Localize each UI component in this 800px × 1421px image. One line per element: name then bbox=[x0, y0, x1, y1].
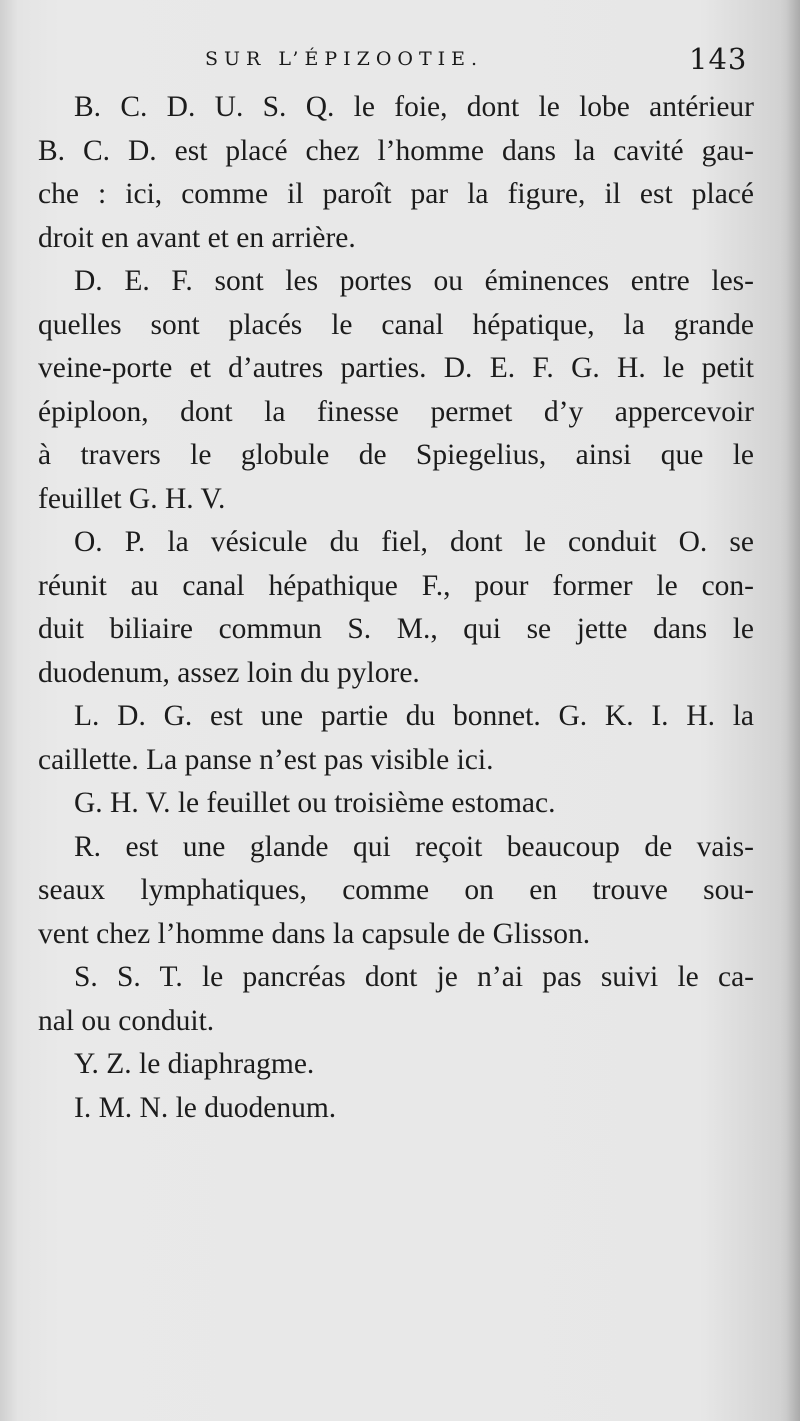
text-line: R. est une glande qui reçoit beaucoup de vais- bbox=[74, 830, 754, 863]
text-line: duit biliaire commun S. M., qui se jette dans le bbox=[38, 613, 754, 645]
paragraph bbox=[38, 521, 754, 695]
text-line: droit en avant et en arrière. bbox=[38, 221, 356, 254]
text-line: réunit au canal hépathique F., pour former le con- bbox=[38, 569, 754, 602]
text-line: nal ou conduit. bbox=[38, 1004, 215, 1037]
text-line: épiploon, dont la finesse permet d’y appercevoir bbox=[38, 395, 754, 428]
text-line: seaux lymphatiques, comme on en trouve sou- bbox=[38, 874, 754, 906]
text-line: L. D. G. est une partie du bonnet. G. K. I. H. la bbox=[74, 700, 754, 732]
text-line: B. C. D. est placé chez l’homme dans la cavité gau- bbox=[38, 134, 754, 167]
text-line: G. H. V. le feuillet ou troisième estomac. bbox=[74, 787, 556, 819]
paragraph bbox=[38, 86, 754, 260]
text-line: feuillet G. H. V. bbox=[38, 482, 226, 515]
text-line: che : ici, comme il paroît par la figure, il est placé bbox=[38, 178, 754, 210]
text-line: I. M. N. le duodenum. bbox=[74, 1091, 337, 1124]
running-title: SUR L’ÉPIZOOTIE. bbox=[205, 48, 484, 70]
paragraph bbox=[38, 1087, 754, 1131]
paragraph bbox=[38, 956, 754, 1043]
text-line: quelles sont placés le canal hépatique, la grande bbox=[38, 308, 754, 341]
paragraph bbox=[38, 826, 754, 957]
paragraph bbox=[38, 260, 754, 521]
body-text bbox=[38, 86, 754, 1130]
text-line: à travers le globule de Spiegelius, ainsi que le bbox=[38, 439, 754, 471]
paragraph bbox=[38, 695, 754, 782]
text-line: duodenum, assez loin du pylore. bbox=[38, 656, 420, 689]
text-line: vent chez l’homme dans la capsule de Glisson. bbox=[38, 917, 591, 950]
text-line: B. C. D. U. S. Q. le foie, dont le lobe antérieur bbox=[74, 91, 754, 123]
page-number: 143 bbox=[689, 42, 748, 76]
text-line: O. P. la vésicule du fiel, dont le conduit O. se bbox=[74, 526, 754, 558]
paragraph bbox=[38, 1043, 754, 1087]
running-head bbox=[0, 40, 800, 80]
text-line: Y. Z. le diaphragme. bbox=[74, 1048, 315, 1080]
text-line: veine-porte et d’autres parties. D. E. F. G. H. le petit bbox=[38, 352, 754, 384]
text-line: D. E. F. sont les portes ou éminences entre les- bbox=[74, 265, 754, 297]
paragraph bbox=[38, 782, 754, 826]
text-line: S. S. T. le pancréas dont je n’ai pas suivi le ca- bbox=[74, 961, 754, 993]
page-gutter-shadow bbox=[786, 0, 800, 1421]
text-line: caillette. La panse n’est pas visible ici. bbox=[38, 743, 494, 776]
